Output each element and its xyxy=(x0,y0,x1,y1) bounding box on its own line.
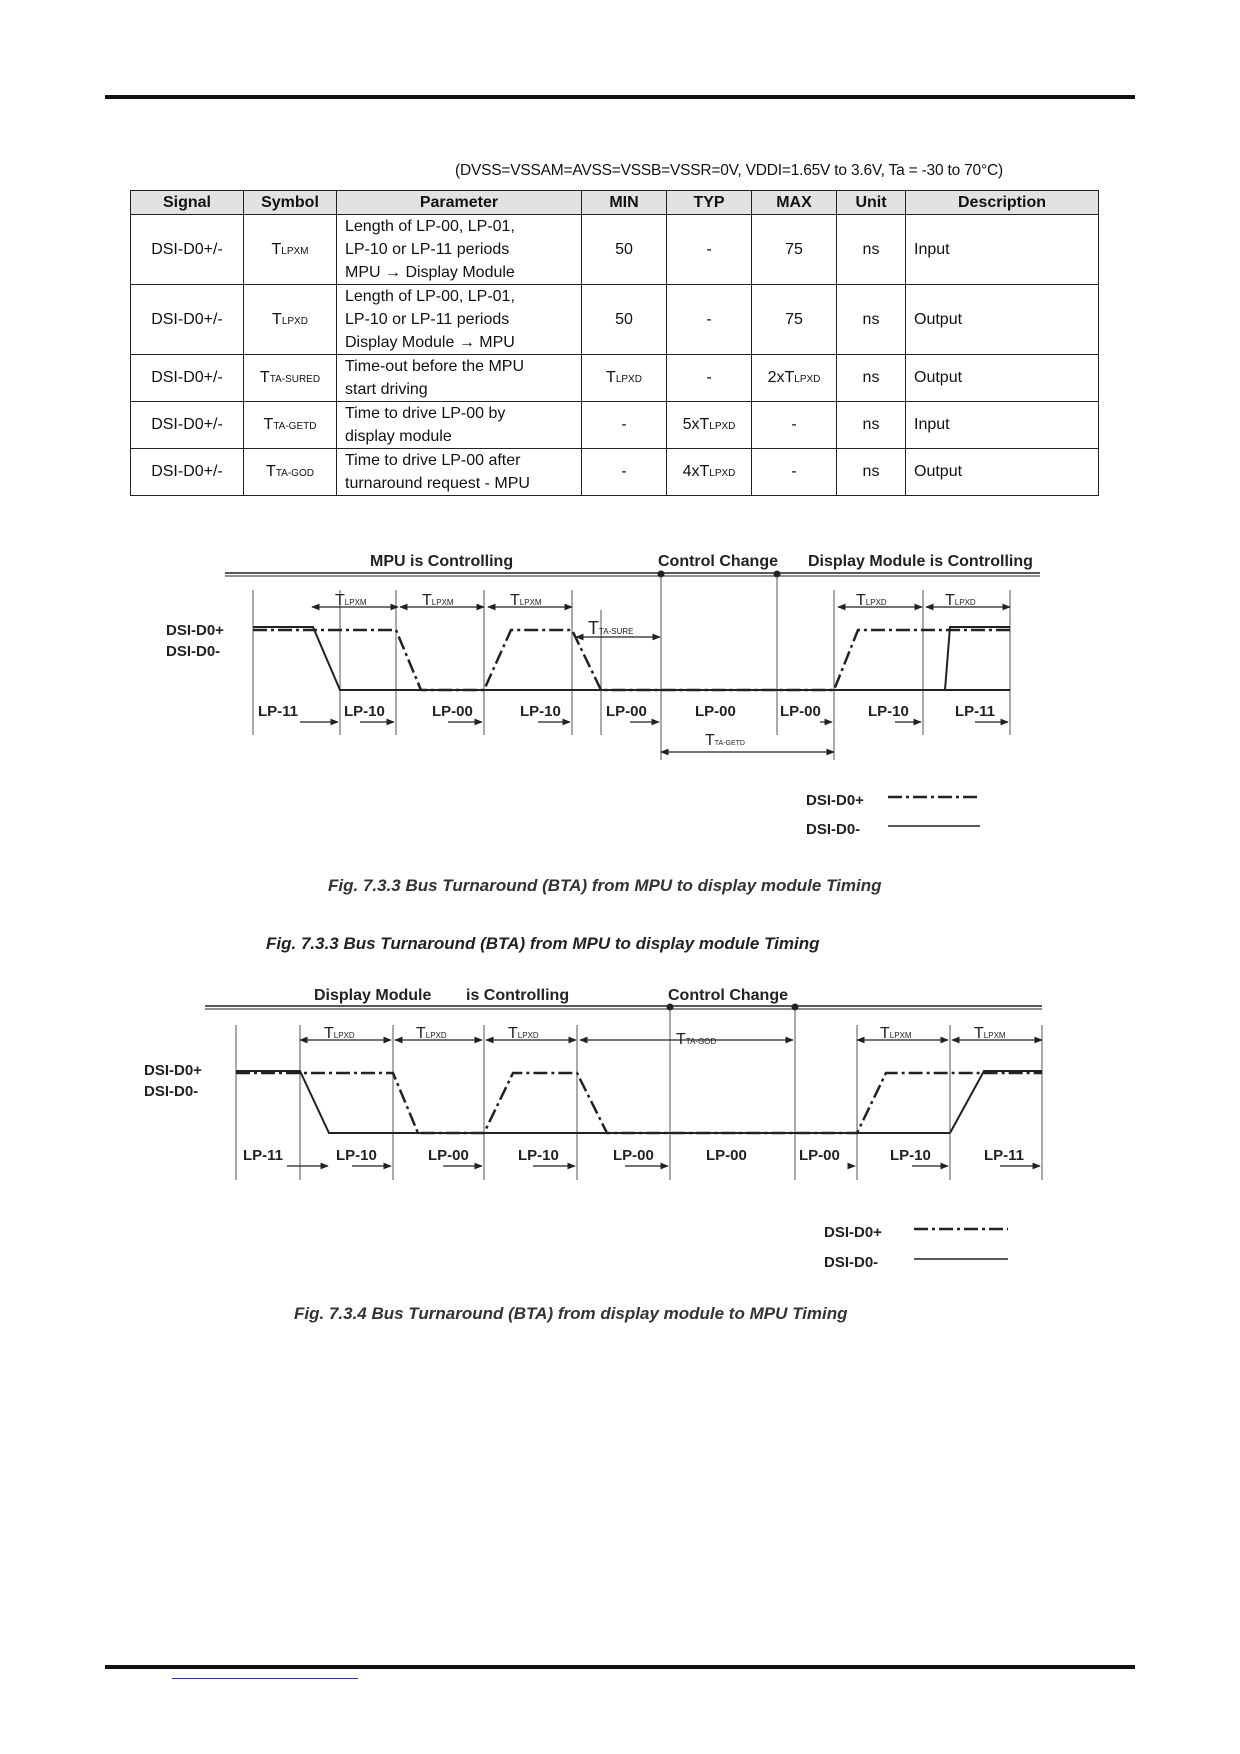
col-typ: TYP xyxy=(667,191,752,215)
col-signal: Signal xyxy=(131,191,244,215)
fig1-caption: Fig. 7.3.3 Bus Turnaround (BTA) from MPU to display module Timing xyxy=(328,876,882,895)
cell-parameter xyxy=(337,285,582,355)
cell-text: T xyxy=(263,416,274,433)
cell-subscript: LPXM xyxy=(281,245,309,257)
footer-rule xyxy=(105,1665,1135,1669)
cell-typ xyxy=(667,285,752,355)
cell-signal: DSI-D0+/- xyxy=(131,402,244,449)
fig1-legend-neg: DSI-D0- xyxy=(806,821,861,838)
cell-text: - xyxy=(706,240,712,258)
cell-signal: DSI-D0+/- xyxy=(131,215,244,285)
fig1-signal-neg: DSI-D0- xyxy=(166,643,221,660)
cell-subscript: TA-GETD xyxy=(273,421,317,432)
cell-max xyxy=(752,285,837,355)
col-max: MAX xyxy=(752,191,837,215)
cell-text: - xyxy=(706,369,712,386)
cell-subscript: LPXD xyxy=(794,374,821,385)
fig2-t-label: TLPXD xyxy=(416,1025,447,1042)
cell-parameter xyxy=(337,355,582,402)
parameter-line: MPU → Display Module xyxy=(345,264,515,281)
fig1-dn-waveform-rise xyxy=(834,627,1010,690)
table-header-row xyxy=(131,191,1099,215)
cell-subscript: TA-SURED xyxy=(269,374,321,385)
fig2-dn-waveform-rise xyxy=(950,1071,1042,1133)
cell-text: 75 xyxy=(785,310,803,328)
fig1-header-right: Display Module is Controlling xyxy=(808,553,1033,570)
fig1-t-label: TLPXM xyxy=(510,592,542,609)
cell-text: T xyxy=(272,310,282,328)
fig2-state-label: LP-00 xyxy=(706,1147,747,1164)
fig1-state-label: LP-11 xyxy=(955,703,996,720)
fig2-legend-neg: DSI-D0- xyxy=(824,1254,879,1271)
cell-subscript: LPXD xyxy=(709,421,736,432)
fig1-signal-pos: DSI-D0+ xyxy=(166,622,224,639)
cell-unit: ns xyxy=(837,285,906,355)
fig2-legend-pos: DSI-D0+ xyxy=(824,1224,882,1241)
fig1-state-label: LP-00 xyxy=(780,703,821,720)
fig2-state-label: LP-11 xyxy=(984,1147,1025,1164)
cell-description: Input xyxy=(906,402,1099,449)
fig1-state-label: LP-00 xyxy=(695,703,736,720)
cell-max xyxy=(752,215,837,285)
fig1-header-mid: Control Change xyxy=(658,553,778,570)
fig-caption-repeat: Fig. 7.3.3 Bus Turnaround (BTA) from MPU to display module Timing xyxy=(266,934,820,953)
cell-symbol xyxy=(244,402,337,449)
cell-min xyxy=(582,215,667,285)
cell-text: T xyxy=(606,369,616,386)
fig1-t-label: TLPXM xyxy=(422,592,454,609)
col-unit: Unit xyxy=(837,191,906,215)
fig1-state-label: LP-11 xyxy=(258,703,299,720)
cell-typ xyxy=(667,355,752,402)
parameter-line: display module xyxy=(345,428,452,445)
cell-text: - xyxy=(791,463,797,480)
cell-signal: DSI-D0+/- xyxy=(131,285,244,355)
cell-description: Input xyxy=(906,215,1099,285)
parameter-line: Time-out before the MPU xyxy=(345,358,525,375)
cell-symbol xyxy=(244,355,337,402)
parameter-line: Length of LP-00, LP-01, xyxy=(345,288,515,305)
cell-max xyxy=(752,402,837,449)
header-rule xyxy=(105,95,1135,99)
cell-text: - xyxy=(621,463,627,480)
fig2-t-label: TLPXM xyxy=(974,1025,1006,1042)
table-row xyxy=(131,402,1099,449)
cell-signal: DSI-D0+/- xyxy=(131,449,244,496)
cell-subscript: TA-GOD xyxy=(275,468,314,479)
cell-subscript: LPXD xyxy=(615,374,642,385)
timing-spec-table xyxy=(130,190,1099,496)
cell-text: 2xT xyxy=(767,369,795,386)
col-parameter: Parameter xyxy=(337,191,582,215)
cell-text: 50 xyxy=(615,310,633,328)
cell-typ xyxy=(667,402,752,449)
cell-text: - xyxy=(621,416,627,433)
cell-description: Output xyxy=(906,285,1099,355)
fig2-state-label: LP-10 xyxy=(518,1147,559,1164)
table-row xyxy=(131,449,1099,496)
cell-parameter xyxy=(337,215,582,285)
fig2-signal-pos: DSI-D0+ xyxy=(144,1062,202,1079)
cell-text: 50 xyxy=(615,240,633,258)
fig2-state-label: LP-10 xyxy=(890,1147,931,1164)
fig2-dp-waveform xyxy=(236,1073,1042,1133)
fig2-t-label: TLPXD xyxy=(508,1025,539,1042)
fig2-signal-neg: DSI-D0- xyxy=(144,1083,199,1100)
fig2-t-label: TLPXM xyxy=(880,1025,912,1042)
col-symbol: Symbol xyxy=(244,191,337,215)
cell-min xyxy=(582,449,667,496)
fig1-state-label: LP-00 xyxy=(606,703,647,720)
cell-text: T xyxy=(271,240,282,258)
cell-unit: ns xyxy=(837,402,906,449)
cell-typ xyxy=(667,449,752,496)
timing-diagram-mpu-to-display xyxy=(0,540,1240,840)
cell-typ xyxy=(667,215,752,285)
fig2-header-left: Display Module xyxy=(314,987,432,1004)
cell-parameter xyxy=(337,402,582,449)
fig1-state-label: LP-10 xyxy=(520,703,561,720)
test-conditions: (DVSS=VSSAM=AVSS=VSSB=VSSR=0V, VDDI=1.65V to 3.6V, Ta = -30 to 70°C) xyxy=(455,162,1003,179)
fig1-t-label: TTA-SURE xyxy=(588,618,634,638)
fig2-t-label: TLPXD xyxy=(324,1025,355,1042)
col-min: MIN xyxy=(582,191,667,215)
cell-unit: ns xyxy=(837,215,906,285)
cell-unit: ns xyxy=(837,355,906,402)
fig1-state-label: LP-10 xyxy=(344,703,385,720)
table-row xyxy=(131,215,1099,285)
cell-text: - xyxy=(791,416,797,433)
parameter-line: LP-10 or LP-11 periods xyxy=(345,311,510,328)
cell-subscript: LPXD xyxy=(281,315,308,327)
fig1-header-left: MPU is Controlling xyxy=(370,553,514,570)
cell-unit: ns xyxy=(837,449,906,496)
cell-signal: DSI-D0+/- xyxy=(131,355,244,402)
parameter-line: Time to drive LP-00 after xyxy=(345,452,521,469)
fig1-legend-pos: DSI-D0+ xyxy=(806,792,864,809)
cell-min xyxy=(582,355,667,402)
parameter-line: Display Module → MPU xyxy=(345,334,515,351)
fig2-state-label: LP-10 xyxy=(336,1147,377,1164)
cell-symbol xyxy=(244,285,337,355)
fig1-t-label: TLPXD xyxy=(856,592,887,609)
cell-min xyxy=(582,285,667,355)
parameter-line: Time to drive LP-00 by xyxy=(345,405,506,422)
fig2-t-label: TTA-GOD xyxy=(676,1031,717,1048)
footer-link[interactable] xyxy=(172,1676,358,1679)
cell-description: Output xyxy=(906,355,1099,402)
fig1-t-label: TLPXD xyxy=(945,592,976,609)
fig1-t-label: TTA-GETD xyxy=(705,732,745,749)
cell-text: 4xT xyxy=(682,463,710,480)
fig2-state-label: LP-00 xyxy=(799,1147,840,1164)
cell-text: 75 xyxy=(785,240,803,258)
cell-symbol xyxy=(244,449,337,496)
parameter-line: Length of LP-00, LP-01, xyxy=(345,218,515,235)
cell-min xyxy=(582,402,667,449)
cell-symbol xyxy=(244,215,337,285)
fig2-header-left2: is Controlling xyxy=(466,987,570,1004)
parameter-line: LP-10 or LP-11 periods xyxy=(345,241,510,258)
cell-max xyxy=(752,449,837,496)
fig2-dn-waveform xyxy=(236,1071,950,1133)
timing-diagram-display-to-mpu xyxy=(0,975,1240,1275)
fig1-dp-waveform xyxy=(253,630,1010,690)
cell-text: 5xT xyxy=(682,416,710,433)
cell-text: T xyxy=(266,463,276,480)
fig1-t-label: TLPXM xyxy=(335,592,367,609)
parameter-line: turnaround request - MPU xyxy=(345,475,530,492)
cell-parameter xyxy=(337,449,582,496)
col-description: Description xyxy=(906,191,1099,215)
fig2-header-mid: Control Change xyxy=(668,987,788,1004)
table-row xyxy=(131,285,1099,355)
cell-text: T xyxy=(259,369,270,386)
fig2-caption: Fig. 7.3.4 Bus Turnaround (BTA) from display module to MPU Timing xyxy=(294,1304,848,1323)
cell-max xyxy=(752,355,837,402)
cell-subscript: LPXD xyxy=(709,468,736,479)
parameter-line: start driving xyxy=(345,381,428,398)
cell-description: Output xyxy=(906,449,1099,496)
fig1-state-label: LP-00 xyxy=(432,703,473,720)
table-row xyxy=(131,355,1099,402)
cell-text: - xyxy=(706,310,712,328)
fig2-state-label: LP-00 xyxy=(428,1147,469,1164)
fig2-state-label: LP-00 xyxy=(613,1147,654,1164)
fig2-state-label: LP-11 xyxy=(243,1147,284,1164)
fig1-state-label: LP-10 xyxy=(868,703,909,720)
